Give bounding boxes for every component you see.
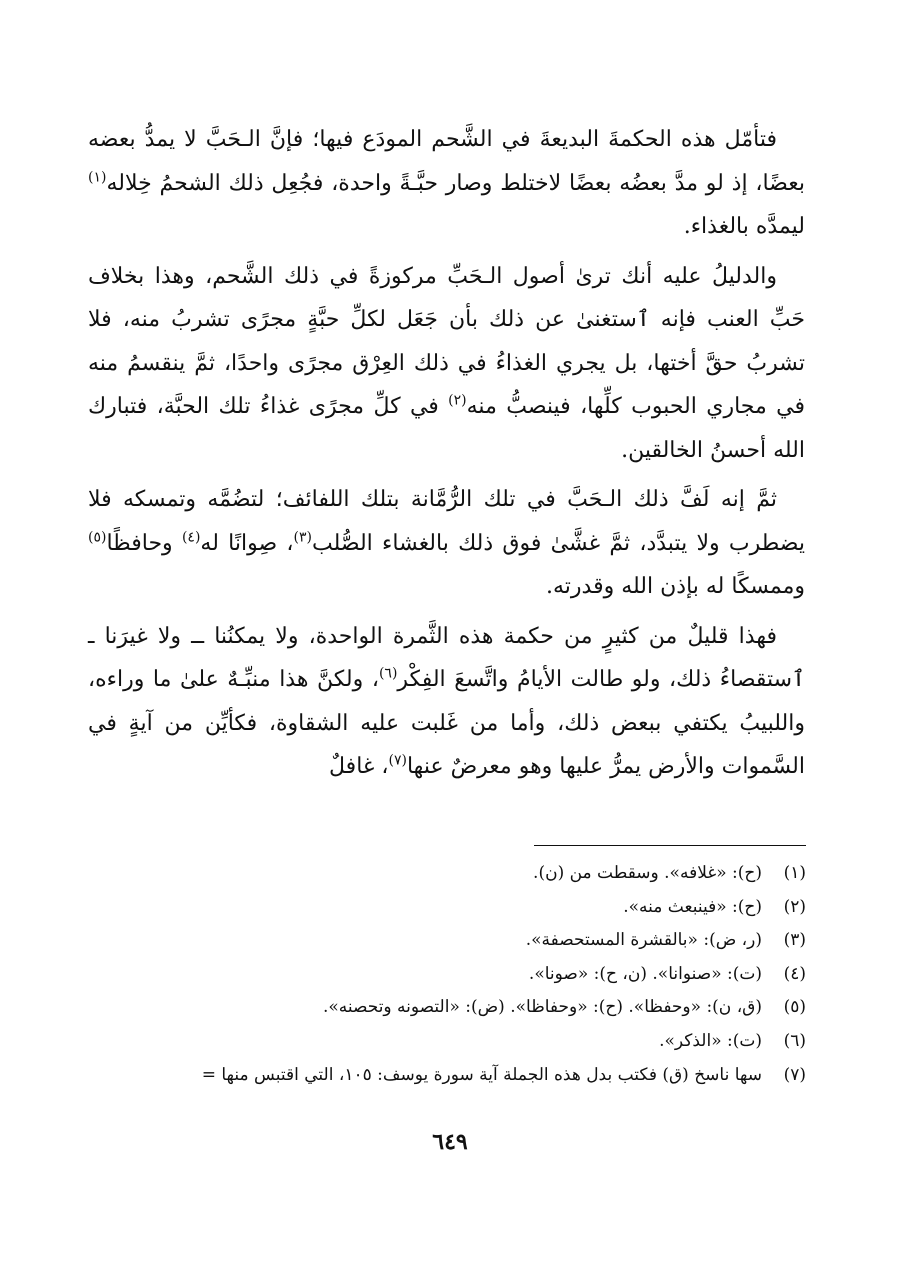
paragraph-text: ثمَّ إنه لَفَّ ذلك الـحَبَّ في تلك الرُّمَّانة بتلك اللفائف؛ لتضُمَّه وتمسكه فلا يضطرب ولا يتبدَّد، ثمَّ غشَّىٰ فوق ذلك بالغشاء الصُّلب [88, 487, 806, 556]
footnote [84, 891, 806, 925]
paragraph-text: في كلِّ مجرًى غذاءُ تلك الحبَّة، فتبارك الله أحسنُ الخالقين. [88, 394, 805, 463]
footnote-text: (ق، ن): «وحفظا». (ح): «وحفاظا». (ض): «التصونه وتحصنه». [322, 997, 762, 1018]
paragraph-text: ، صِوانًا له [200, 530, 294, 556]
paragraph [88, 615, 805, 789]
paragraph-text: فتأمّل هذه الحكمةَ البديعةَ في الشَّحم المودَع فيها؛ فإنَّ الـحَبَّ لا يمدُّ بعضه بعضًا، إذ لو مدَّ بعضُه بعضًا لاختلط وصار حبَّـةً واحدة، فجُعِل ذلك الشحمُ خِلاله [88, 127, 805, 196]
footnote-separator [534, 845, 806, 846]
footnote-number: (٥) [783, 997, 806, 1018]
footnote-number: (٣) [783, 930, 806, 951]
paragraph-text: وممسكًا له بإذن الله وقدرته. [546, 574, 805, 599]
footnote-reference: (٧) [388, 752, 407, 769]
footnotes-section [84, 857, 806, 1092]
footnote-text: (ت): «الذكر». [659, 1030, 762, 1051]
footnote-text: (ح): «فينبعث منه». [623, 896, 762, 917]
footnote [84, 1025, 806, 1059]
footnote-text: سها ناسخ (ق) فكتب بدل هذه الجملة آية سورة يوسف: ١٠٥، التي اقتبس منها = [201, 1064, 762, 1085]
footnote [84, 1059, 806, 1093]
footnote [84, 924, 806, 958]
footnote-number: (٤) [783, 963, 806, 984]
footnote-reference: (٣) [293, 529, 312, 546]
paragraph-text: ، غافلٌ [329, 754, 389, 779]
footnote-number: (٦) [783, 1030, 806, 1051]
paragraph [88, 255, 805, 473]
footnote-reference: (١) [88, 169, 107, 186]
paragraph-text: والدليلُ عليه أنك ترىٰ أصول الـحَبِّ مركوزةً في ذلك الشَّحم، وهذا بخلاف حَبِّ العنب فإنه ٱستغنىٰ عن ذلك بأن جَعَل لكلِّ حبَّةٍ مجرًى تشربُ منه، فلا تشربُ حقَّ أختها، بل يجري الغذاءُ في ذلك العِرْق مجرًى واحدًا، ثمَّ ينقسمُ منه في مجاري الحبوب كلِّها، فينصبُّ منه [88, 263, 805, 419]
footnote [84, 958, 806, 992]
footnote-reference: (٢) [448, 392, 467, 409]
paragraph-text: فهذا قليلٌ من كثيرٍ من حكمة هذه الثَّمرة الواحدة، ولا يمكنُنا ــ ولا غيرَنا ـ ٱستقصاءُ ذلك، ولو طالت الأيامُ واتَّسعَ الفِكْر [88, 623, 805, 692]
footnote-number: (٧) [783, 1064, 806, 1085]
footnote [84, 991, 806, 1025]
footnote-number: (١) [783, 863, 806, 883]
footnote-text: (ر، ض): «بالقشرة المستحصفة». [525, 930, 762, 951]
footnote-reference: (٥) [88, 529, 107, 546]
footnote-reference: (٦) [378, 665, 398, 682]
paragraph-text: وحافظًا [106, 530, 182, 556]
paragraph-text: ليمدَّه بالغذاء. [683, 214, 805, 239]
footnote-number: (٢) [783, 896, 806, 917]
footnote-text: (ت): «صنوانا». (ن، ح): «صونا». [528, 963, 762, 984]
footnote-reference: (٤) [181, 529, 201, 546]
footnote-text: (ح): «غلافه». وسقطت من (ن). [533, 863, 762, 883]
paragraph [88, 478, 805, 609]
paragraph [88, 118, 805, 249]
main-text-body [88, 118, 805, 795]
footnote [84, 857, 806, 891]
paragraph-text: ، ولكنَّ هذا منبِّـهٌ علىٰ ما وراءه، واللبيبُ يكتفي ببعض ذلك، وأما من غَلبت عليه الشقاوة، فكأيِّن من آيةٍ في السَّموات والأرض يمرُّ عليها وهو معرضٌ عنها [88, 667, 805, 779]
page-number: ٦٤٩ [432, 1129, 468, 1155]
